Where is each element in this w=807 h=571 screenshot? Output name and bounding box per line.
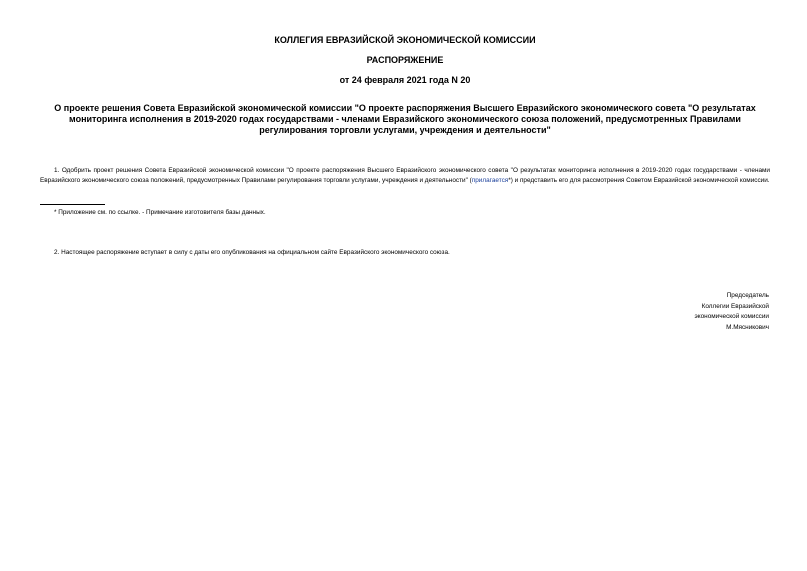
document-type-heading: РАСПОРЯЖЕНИЕ [366,55,444,65]
signature-position: Председатель [726,292,769,299]
document-date-number: от 24 февраля 2021 года N 20 [339,75,471,85]
footnote: * Приложение см. по ссылке. - Примечание изготовителя базы данных. [54,209,266,216]
paragraph-1-text-end: *) и представить его для рассмотрения Советом Евразийской экономической комиссии. [508,176,770,184]
annex-link[interactable]: прилагается [471,176,509,184]
paragraph-1 [40,166,770,185]
signature-organization-line-2: экономической комиссии [694,313,769,320]
document-title: О проекте решения Совета Евразийской экономической комиссии "О проекте распоряжения Высшего Евразийского экономического совета "О результатах мониторинга исполнения в 2019-2020 годах государствами - членами Евразийского экономического союза положений, предусмотренных Правилами регулирования торговли услугами, учреждения и деятельности" [54,103,756,135]
paragraph-1-text-start: 1. Одобрить проект решения Совета Евразийской экономической комиссии "О проекте распоряжения Высшего Евразийского экономического совета "О результатах мониторинга исполнения в 2019-2020 годах государствами - членами Евразийского экономического союза положений, предусмотренных Правилами регулирования торговли услугами, учреждения и деятельности" ( [40,167,770,184]
signature-name: М.Мясникович [726,323,769,331]
paragraph-2: 2. Настоящее распоряжение вступает в силу с даты его опубликования на официальном сайте Евразийского экономического союза. [54,249,450,256]
signature-organization-line-1: Коллегии Евразийской [701,302,769,310]
signature-block [695,291,770,333]
footnote-divider [40,204,105,205]
organization-heading: КОЛЛЕГИЯ ЕВРАЗИЙСКОЙ ЭКОНОМИЧЕСКОЙ КОМИССИИ [274,35,536,45]
